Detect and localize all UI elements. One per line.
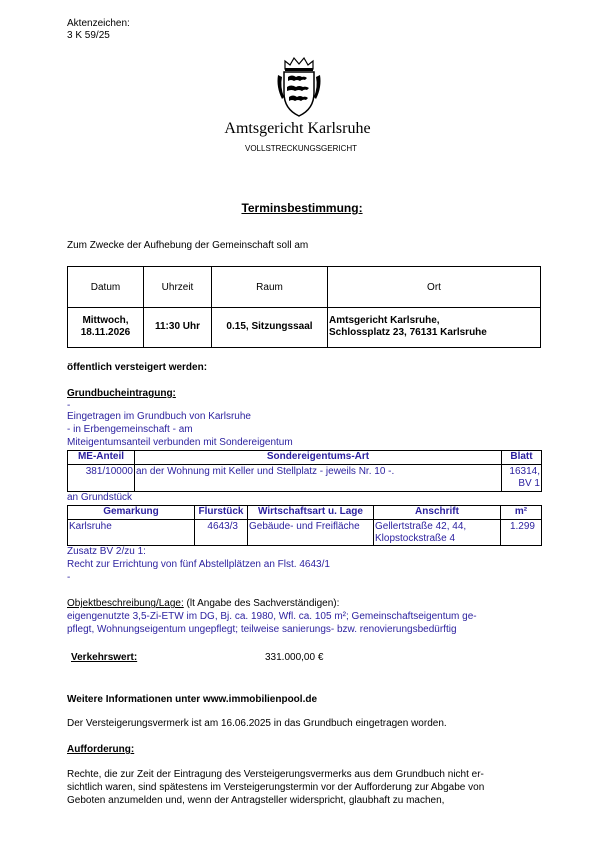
miteigentum-table: [67, 450, 542, 492]
recht-text: Recht zur Errichtung von fünf Abstellplätzen an Flst. 4643/1: [67, 559, 330, 570]
court-name: Amtsgericht Karlsruhe: [224, 120, 371, 137]
page-title: Terminsbestimmung:: [241, 201, 363, 215]
grundbuch-line1: Eingetragen im Grundbuch von Karlsruhe: [67, 411, 251, 422]
termin-header-raum: Raum: [212, 267, 328, 307]
grundbuch-dash: -: [67, 400, 71, 411]
me-art: an der Wohnung mit Keller und Stellplatz - jeweils Nr. 10 -.: [135, 465, 502, 491]
gs-header-anschrift: Anschrift: [374, 506, 501, 519]
aufforderung-line3: Geboten anzumelden und, wenn der Antragsteller widerspricht, glaubhaft zu machen,: [67, 795, 445, 806]
aufforderung-line1: Rechte, die zur Zeit der Eintragung des Versteigerungsvermerks aus dem Grundbuch nicht er-: [67, 769, 484, 780]
weitere-info: Weitere Informationen unter www.immobilienpool.de: [67, 694, 318, 705]
objekt-heading-line: [67, 598, 339, 610]
termin-header-uhrzeit: Uhrzeit: [144, 267, 212, 307]
termin-ort-line1: Amtsgericht Karlsruhe,: [329, 315, 440, 326]
me-anteil: 381/10000: [68, 465, 135, 491]
case-reference-label: Aktenzeichen:: [67, 18, 130, 29]
me-header-anteil: ME-Anteil: [68, 451, 135, 464]
verkehrswert-label: Verkehrswert:: [71, 652, 138, 663]
grundbuch-line3: Miteigentumsanteil verbunden mit Sondereigentum: [67, 437, 293, 448]
case-reference-value: 3 K 59/25: [67, 30, 110, 41]
termin-uhrzeit: 11:30 Uhr: [144, 307, 212, 347]
me-header-blatt: Blatt: [510, 451, 533, 462]
termin-header-datum: Datum: [68, 267, 144, 307]
objekt-line2: pflegt, Wohnungseigentum ungepflegt; teilweise sanierungs- bzw. renovierungsbedürftig: [67, 624, 457, 635]
gs-gemarkung: Karlsruhe: [68, 520, 195, 545]
termin-datum-date: 18.11.2026: [80, 327, 131, 338]
gs-header-flaeche: m²: [514, 506, 528, 517]
me-blatt-line1: 16314,: [509, 466, 540, 477]
gs-header-gemarkung: Gemarkung: [68, 506, 195, 519]
aufforderung-heading: Aufforderung:: [67, 744, 135, 755]
vermerk-text: Der Versteigerungsvermerk ist am 16.06.2025 in das Grundbuch eingetragen worden.: [67, 718, 447, 729]
baden-wuerttemberg-coat-of-arms-icon: [275, 55, 323, 119]
grundstueck-table: [67, 505, 542, 546]
grundbuch-line2: - in Erbengemeinschaft - am: [67, 424, 193, 435]
me-blatt: [502, 465, 541, 491]
gs-flurstueck: 4643/3: [195, 520, 248, 545]
gs-wirtschaftsart: Gebäude- und Freifläche: [248, 520, 374, 545]
an-grundstueck: an Grundstück: [67, 492, 133, 503]
objekt-heading-suffix: (lt Angabe des Sachverständigen):: [183, 598, 340, 609]
me-blatt-line2: BV 1: [518, 478, 540, 489]
termin-value-row: [68, 307, 540, 347]
termin-ort-line2: Schlossplatz 23, 76131 Karlsruhe: [329, 327, 487, 338]
objekt-line1: eigengenutzte 3,5-Zi-ETW im DG, Bj. ca. 1980, Wfl. ca. 105 m²; Gemeinschaftseigentum ge-: [67, 611, 477, 622]
grundbuch-heading: Grundbucheintragung:: [67, 388, 176, 399]
grundbuch-dash-end: -: [67, 572, 71, 583]
case-reference: [67, 18, 130, 42]
termin-header-row: [68, 267, 540, 308]
termin-datum: [68, 307, 144, 347]
gs-flaeche: 1.299: [509, 521, 535, 532]
aufforderung-line2: sichtlich waren, sind spätestens im Versteigerungstermin vor der Aufforderung zur Abgabe von: [67, 782, 485, 793]
miteigentum-value-row: [68, 465, 541, 491]
gs-anschrift-line1: Gellertstraße 42, 44,: [375, 521, 467, 532]
termin-ort: [328, 307, 540, 347]
gs-header-wirtschaftsart: Wirtschaftsart u. Lage: [248, 506, 374, 519]
termin-datum-weekday: Mittwoch,: [82, 315, 129, 326]
termin-header-ort: Ort: [427, 281, 441, 293]
versteigert-text: öffentlich versteigert werden:: [67, 362, 208, 373]
objekt-heading: Objektbeschreibung/Lage:: [67, 598, 184, 609]
gs-header-flurstueck: Flurstück: [195, 506, 248, 519]
miteigentum-header-row: [68, 451, 541, 465]
gs-anschrift-line2: Klopstockstraße 4: [375, 533, 456, 544]
verkehrswert-value: 331.000,00 €: [265, 652, 324, 663]
termin-table: [67, 266, 541, 348]
termin-raum: 0.15, Sitzungssaal: [212, 307, 328, 347]
intro-text: Zum Zwecke der Aufhebung der Gemeinschaft soll am: [67, 240, 309, 251]
me-header-art: Sondereigentums-Art: [135, 451, 502, 464]
grundstueck-value-row: [68, 520, 541, 545]
zusatz-text: Zusatz BV 2/zu 1:: [67, 546, 146, 557]
gs-anschrift: [374, 520, 501, 545]
court-department: VOLLSTRECKUNGSGERICHT: [244, 144, 358, 153]
grundstueck-header-row: [68, 506, 541, 520]
